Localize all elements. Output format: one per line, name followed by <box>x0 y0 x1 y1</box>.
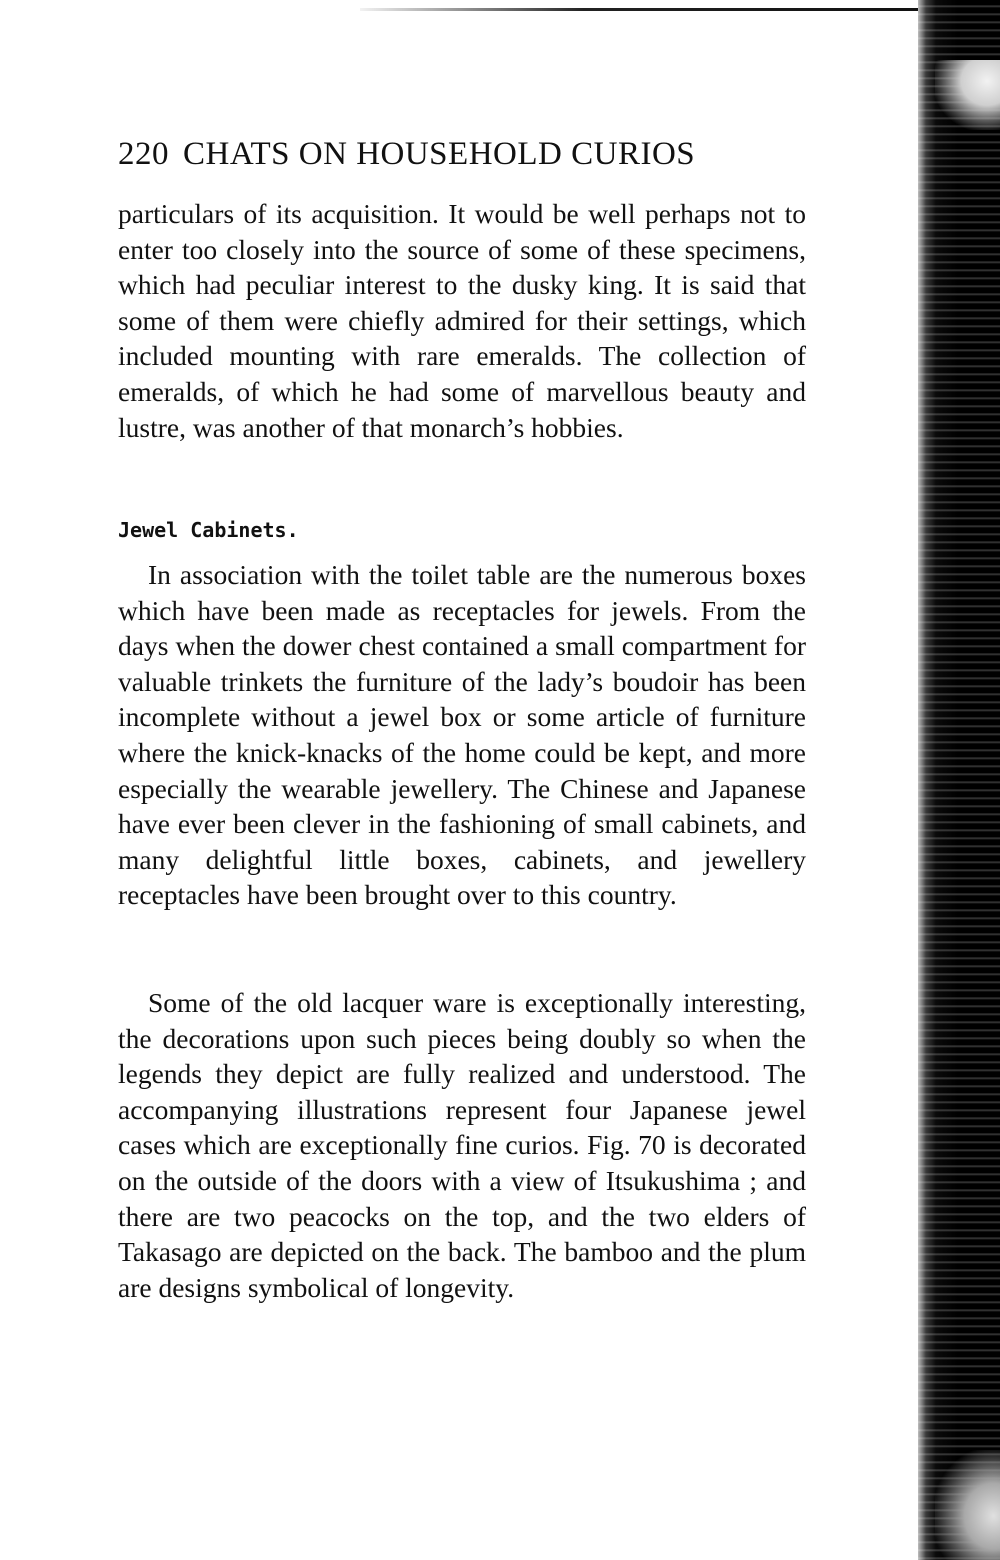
scan-top-rule <box>360 8 920 11</box>
running-head <box>118 136 695 173</box>
paragraph-jewel-boxes: In association with the toilet table are the numerous boxes which have been made as receptacles for jewels. From the days when the dower chest contained a small compartment for valuable trinkets the furniture of the lady’s boudoir has been incomplete without a jewel box or some article of furniture where the knick-knacks of the home could be kept, and more especially the wearable jewellery. The Chinese and Japanese have ever been clever in the fashioning of small cabinets, and many delightful little boxes, cabinets, and jewellery receptacles have been brought over to this country. <box>118 559 806 911</box>
book-title: CHATS ON HOUSEHOLD CURIOS <box>183 136 696 172</box>
paragraph-continuation: particulars of its acquisition. It would be well perhaps not to enter too closely into the source of some of these specimens, which had peculiar interest to the dusky king. It is said that some of them were chiefly admired for their settings, which included mounting with rare emeralds. The collection of emeralds, of which he had some of marvellous beauty and lustre, was another of that monarch’s hobbies. <box>118 198 806 443</box>
scan-edge-highlight-bottom <box>935 1450 1000 1560</box>
page-number: 220 <box>118 136 169 172</box>
scan-binding-edge <box>918 0 1000 1560</box>
scan-edge-highlight-top <box>935 60 1000 130</box>
section-heading: Jewel Cabinets. <box>118 518 299 542</box>
paragraph-lacquer-ware: Some of the old lacquer ware is exceptionally interesting, the decorations upon such pieces being doubly so when the legends they depict are fully realized and understood. The accompanying illustrations represent four Japanese jewel cases which are exceptionally fine curios. Fig. 70 is decorated on the outside of the doors with a view of Itsukushima ; and there are two peacocks on the top, and the two elders of Takasago are depicted on the back. The bamboo and the plum are designs symbolical of longevity. <box>118 987 806 1303</box>
